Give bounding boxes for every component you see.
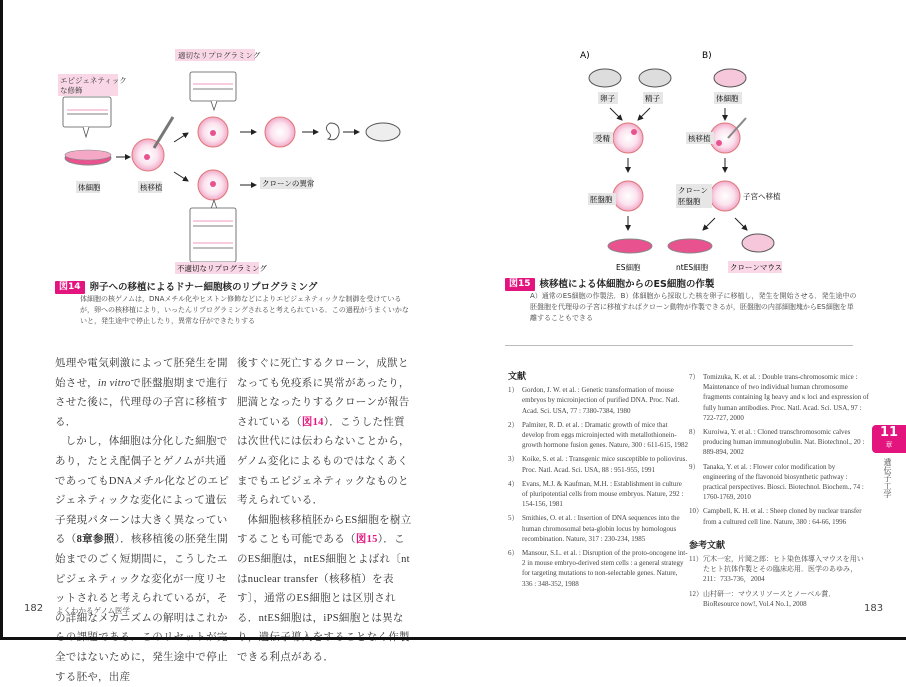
body-column-1 [55, 354, 231, 687]
blastocyst-b-icon [710, 181, 740, 211]
reference-text: Palmiter, R. D. et al. : Dramatic growth of mice that develop from eggs microinjected with metallothionein-growth hormone fusion genes. Nature, 300 : 611-615, 1982 [522, 420, 688, 450]
reference-number: 1） [508, 386, 519, 395]
body-text: で胚盤胞期まで進行させた後に，代理母の子宮に移植する． [55, 377, 228, 428]
reference-number: 3） [508, 455, 519, 464]
figure-14-caption-text: 体細胞の核ゲノムは，DNAメチル化やヒストン修飾などによりエピジェネティックな制御を受けているが，卵への核移植により，いったんリプログラミングされると考えられている．この過程がうまくいかないと，発生途中で停止したり，異常な仔ができたりする [80, 295, 409, 325]
reference-item [508, 548, 688, 589]
reference-item [689, 589, 869, 609]
mouse-male-icon [639, 69, 671, 87]
body-text: 処理や電気刺激によって胚発生を開始させ， [55, 358, 228, 389]
body-text: 体細胞核移植胚からES細胞を樹立することも可能である（ [237, 514, 412, 546]
reference-number: 10） [689, 507, 703, 516]
references-column-1 [508, 372, 688, 593]
reference-item [689, 462, 869, 503]
figure-15-tag: 図15 [505, 278, 535, 291]
reference-text: Tanaka, Y. et al. : Flower color modification by engineering of the flavonoid biosynthetic pathway : practical perspectives. Biosci. Biotechnol. Biochem., 74 : 1760-1769, 2010 [703, 462, 864, 502]
dna-callout-somatic [63, 97, 111, 137]
reference-number: 5） [508, 514, 519, 523]
transfer-egg-icon [710, 123, 740, 153]
references-column-2 [689, 372, 869, 613]
figure-14-link[interactable]: 図14 [301, 416, 324, 428]
body-column-2 [237, 354, 413, 668]
page-number-right: 183 [864, 603, 884, 614]
reference-number: 11） [689, 555, 703, 564]
reference-text: Koike, S. et al. : Transgenic mice susceptible to poliovirus. Proc. Natl. Acad. Sci. USA, 88 : 951-955, 1991 [522, 455, 688, 474]
mouse-icon [366, 123, 400, 141]
chapter-tab[interactable] [872, 425, 906, 453]
label-blastocyst: 胚盤胞 [590, 195, 613, 204]
figure-15-link[interactable]: 図15 [355, 534, 378, 546]
chapter-label: 章 [885, 441, 893, 449]
figure-15-diagram [500, 0, 860, 280]
label-transfer-to-uterus: 子宮へ移植 [743, 192, 781, 201]
book-title: よくわかるゲノム医学 [56, 606, 130, 615]
figure-14-tag: 図14 [55, 281, 85, 294]
body-text-italic: in vitro [97, 377, 131, 389]
references-heading: 文献 [508, 372, 527, 382]
label-a: A) [580, 51, 590, 61]
reference-text: 冗木一宏，片岡之郎：ヒト染色体導入マウスを用いたヒト抗体作製とその臨床応用．医学のあゆみ，211：733-736，2004 [703, 555, 864, 584]
reference-item [689, 506, 869, 526]
body-text: 後すぐに死亡するクローン，成獣となっても免疫系に異常があったり，肥満となったりするクローンが報告されている（ [237, 358, 410, 428]
page-number-left: 182 [24, 603, 44, 614]
reference-item [508, 420, 688, 451]
label-improper-reprogramming: 不適切なリプログラミング [177, 264, 267, 273]
reference-number: 6） [508, 549, 519, 558]
chapter-title: 遺伝子工学 [883, 458, 892, 498]
reference-text: Evans, M.J. & Kaufman, M.H. : Establishment in culture of pluripotential cells from mouse embryos. Nature, 292 : 154-156, 1981 [522, 479, 684, 509]
ntes-dish-icon [668, 239, 712, 253]
label-clone-mouse: クローンマウス [730, 263, 783, 272]
reference-item [689, 554, 869, 585]
reference-text: Gordon, J. W. et al. : Genetic transformation of mouse embryos by microinjection of purified DNA. Proc. Natl. Acad. Sci. USA, 77 : 7380-7384, 1980 [522, 386, 680, 415]
reference-text: Campbell, K. H. et al. : Sheep cloned by nuclear transfer from a cultured cell line. Nature, 380 : 64-66, 1996 [703, 507, 862, 526]
label-epigenetic: エピジェネティック [60, 76, 127, 85]
body-text: ）．こうした性質は次世代には伝わらないことから，ゲノム変化によるものではなくあくまでもエピジェネティックなものと考えられている． [237, 416, 410, 507]
fertilized-egg-icon [613, 123, 643, 153]
reference-number: 7） [689, 373, 700, 381]
body-text: しかし，体細胞は分化した細胞であり，たとえ配偶子とゲノムが共通であってもDNAメチル化などのエピジェネティックな変化によって遺伝子発現パターンは大きく異なっている（ [55, 436, 230, 546]
reference-number: 12） [689, 589, 703, 598]
mouse-female-icon [589, 69, 621, 87]
label-es-cell: ES細胞 [616, 263, 641, 272]
figure-14-diagram [0, 0, 450, 280]
blastocyst-a-icon [613, 181, 643, 211]
chapter-number: 11 [879, 425, 899, 440]
reference-number: 8） [689, 428, 700, 437]
dna-callout-proper [190, 72, 236, 110]
reference-number: 9） [689, 462, 700, 471]
figure-14-caption [55, 281, 410, 327]
label-egg: 卵子 [600, 94, 615, 103]
reference-item [689, 372, 869, 423]
label-b: B) [702, 51, 712, 61]
embryo-icon [326, 123, 339, 140]
label-nuclear-transfer-b: 核移植 [688, 134, 711, 143]
mouse-donor-icon [714, 69, 746, 87]
reference-item [508, 454, 688, 474]
reference-text: 山村研一：マウスリソースとノーベル賞．BioResource now!, Vol.4 No.1, 2008 [703, 589, 836, 608]
further-reading-heading: 参考文献 [689, 540, 726, 551]
reference-number: 2） [508, 420, 519, 429]
label-clone-abnormality: クローンの異常 [262, 179, 315, 188]
figure-15-caption-text: A）通常のES細胞の作製法．B）体細胞から採取した核を卵子に移植し，発生を開始させる．発生途中の胚盤胞を代理母の子宮に移植すればクローン動物が作製できるが，胚盤胞の内部細胞塊からES細胞を単離することもできる [530, 292, 857, 322]
clone-mouse-icon [742, 234, 774, 252]
figure-15-title: 核移植による体細胞からのES細胞の作製 [539, 279, 715, 290]
pipette-icon [154, 117, 173, 148]
reference-number: 4） [508, 479, 519, 488]
reference-text: Kuroiwa, Y. et al. : Cloned transchromosomic calves producing human immunoglobulin. Nat. Biotechnol., 20 : 889-894, 2002 [703, 428, 865, 457]
label-proper-reprogramming: 適切なリプログラミング [178, 51, 261, 60]
reference-item [689, 427, 869, 458]
reference-item [508, 385, 688, 416]
reference-text: Smithies, O. et al. : Insertion of DNA sequences into the human chromosomal beta-globin locus by homologous recombination. Nature, 317 : 230-234, 1985 [522, 514, 680, 543]
label-nuclear-transfer: 核移植 [140, 183, 163, 192]
label-somatic: 体細胞 [716, 94, 739, 103]
label-fertilization: 受精 [595, 134, 610, 143]
reference-text: Mansour, S.L. et al. : Disruption of the proto-oncogene int-2 in mouse embryo-derived stem cells : a general strategy for targeting mutations to non-selectable genes. Nature, 336 : 348-352, 1988 [522, 549, 688, 588]
label-ntes-cell: ntES細胞 [676, 263, 709, 272]
dna-callout-improper [190, 200, 236, 262]
section-divider [505, 345, 853, 346]
reference-item [508, 479, 688, 510]
figure-15-caption [505, 278, 860, 324]
blastocyst-icon [265, 117, 295, 147]
label-somatic-cell: 体細胞 [78, 183, 101, 192]
body-text: ）．このES細胞は，ntES細胞とよばれ〔ntはnuclear transfer（核移植）を表す〕，通常のES細胞とは区別される．ntES細胞は，iPS細胞とは異なり，遺伝子導入をすることなく作製できる利点がある． [237, 534, 410, 663]
reference-item [508, 513, 688, 544]
label-epigenetic-2: な修飾 [60, 86, 83, 95]
reference-text: Tomizuka, K. et al. : Double trans-chromosomic mice : Maintenance of two individual human chromosome fragments containing Ig heavy and κ loci and expression of fully human antibodies. Proc. Natl. Acad. Sci. USA, 97 : 722-727, 2000 [703, 373, 869, 422]
label-clone-blastocyst: クローン [678, 186, 708, 195]
es-dish-icon [608, 239, 652, 253]
body-text: ）．核移植後の胚発生開始までのごく短期間に，こうしたエピジェネティックな変化が一度リセットされると考えられているが，その詳細なメカニズムの解明はこれからの課題である．このリセットが完全ではないために，発生途中で停止する胚や，出産 [55, 534, 229, 683]
chapter-reference-link[interactable]: 8章参照 [76, 534, 115, 546]
label-sperm: 精子 [645, 94, 660, 103]
figure-14-title: 卵子への移植によるドナー細胞核のリプログラミング [89, 282, 318, 293]
label-clone-blastocyst-2: 胚盤胞 [678, 197, 701, 206]
